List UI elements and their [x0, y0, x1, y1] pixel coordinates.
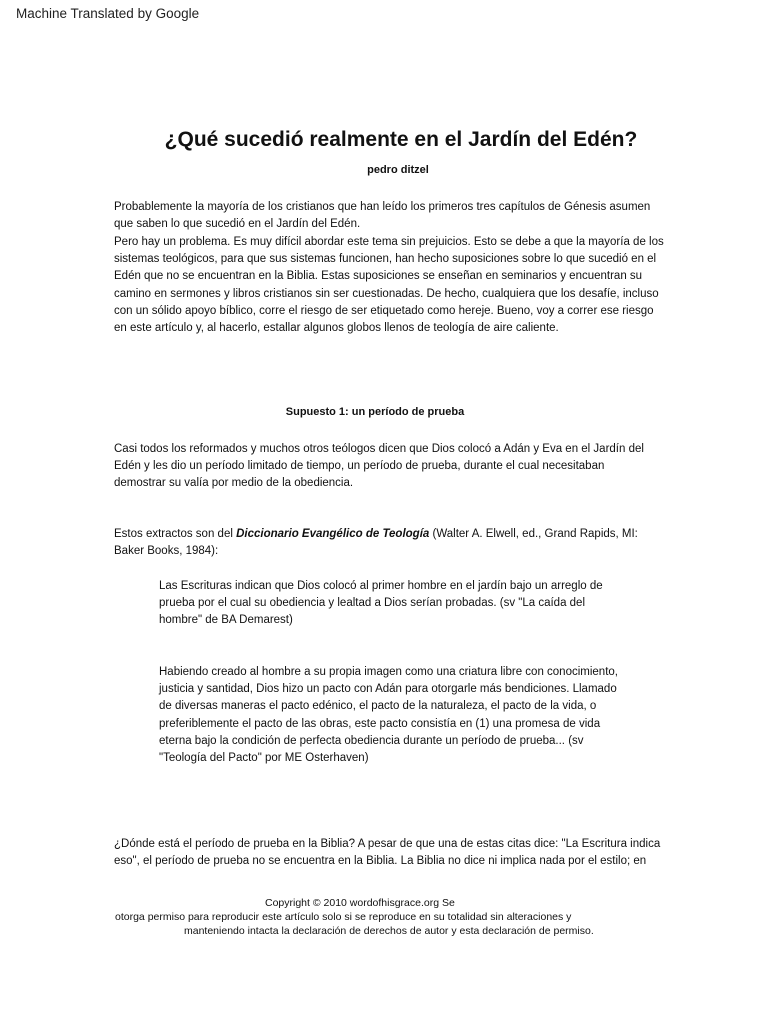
section-heading: Supuesto 1: un período de prueba	[285, 406, 465, 418]
block-quote-1: Las Escrituras indican que Dios colocó al primer hombre en el jardín bajo un arreglo de prueba por el cual su obediencia y lealtad a Dios serían probadas. (sv "La caída del hombre" de BA Demarest)	[159, 580, 603, 627]
copyright-line-2: otorga permiso para reproducir este artículo solo si se reproduce en su totalidad sin alteraciones y	[115, 911, 572, 923]
block-quote-2: Habiendo creado al hombre a su propia imagen como una criatura libre con conocimiento, justicia y santidad, Dios hizo un pacto con Adán para otorgarle más bendiciones. Llamado de diversas maneras el pacto edénico, el pacto de la naturaleza, el pacto de la vida, o preferiblemente el pacto de las obras, este pacto consistía en (1) una promesa de vida eterna bajo la condición de perfecta obediencia durante un período de prueba... (sv "Teología del Pacto" por ME Osterhaven)	[159, 666, 618, 765]
intro-paragraph-1: Probablemente la mayoría de los cristianos que han leído los primeros tres capítulos de Génesis asumen que saben lo que sucedió en el Jardín del Edén.	[114, 201, 651, 231]
extracts-paragraph	[114, 526, 659, 560]
question-paragraph: ¿Dónde está el período de prueba en la Biblia? A pesar de que una de estas citas dice: "La Escritura indica eso", el período de prueba no se encuentra en la Biblia. La Biblia no dice ni implica nada por el estilo; en	[114, 838, 661, 868]
author-name: pedro ditzel	[367, 164, 429, 176]
machine-translation-banner: Machine Translated by Google	[16, 6, 200, 21]
extracts-suffix: (Walter A. Elwell, ed., Grand Rapids, MI: Baker Books, 1984):	[114, 528, 638, 558]
section-paragraph-1: Casi todos los reformados y muchos otros teólogos dicen que Dios colocó a Adán y Eva en el Jardín del Edén y les dio un período limitado de tiempo, un período de prueba, durante el cual necesitaban demostrar su valía por medio de la obediencia.	[114, 443, 644, 490]
intro-paragraph-2: Pero hay un problema. Es muy difícil abordar este tema sin prejuicios. Esto se debe a que la mayoría de los sistemas teológicos, para que sus sistemas funcionen, han hecho suposiciones sobre lo que sucedió en el Edén que no se encuentran en la Biblia. Estas suposiciones se enseñan en seminarios y encuentran su camino en sermones y libros cristianos sin ser cuestionadas. De hecho, cualquiera que los desafíe, incluso con un sólido apoyo bíblico, corre el riesgo de ser etiquetado como hereje. Bueno, voy a correr ese riesgo en este artículo y, al hacerlo, estallar algunos globos llenos de teología de aire caliente.	[114, 236, 664, 335]
page-title: ¿Qué sucedió realmente en el Jardín del Edén?	[164, 128, 638, 151]
copyright-line-1: Copyright © 2010 wordofhisgrace.org Se	[265, 897, 455, 909]
extracts-prefix: Estos extractos son del	[114, 528, 237, 540]
book-title: Diccionario Evangélico de Teología	[236, 528, 430, 540]
copyright-line-3: manteniendo intacta la declaración de derechos de autor y esta declaración de permiso.	[184, 925, 594, 937]
